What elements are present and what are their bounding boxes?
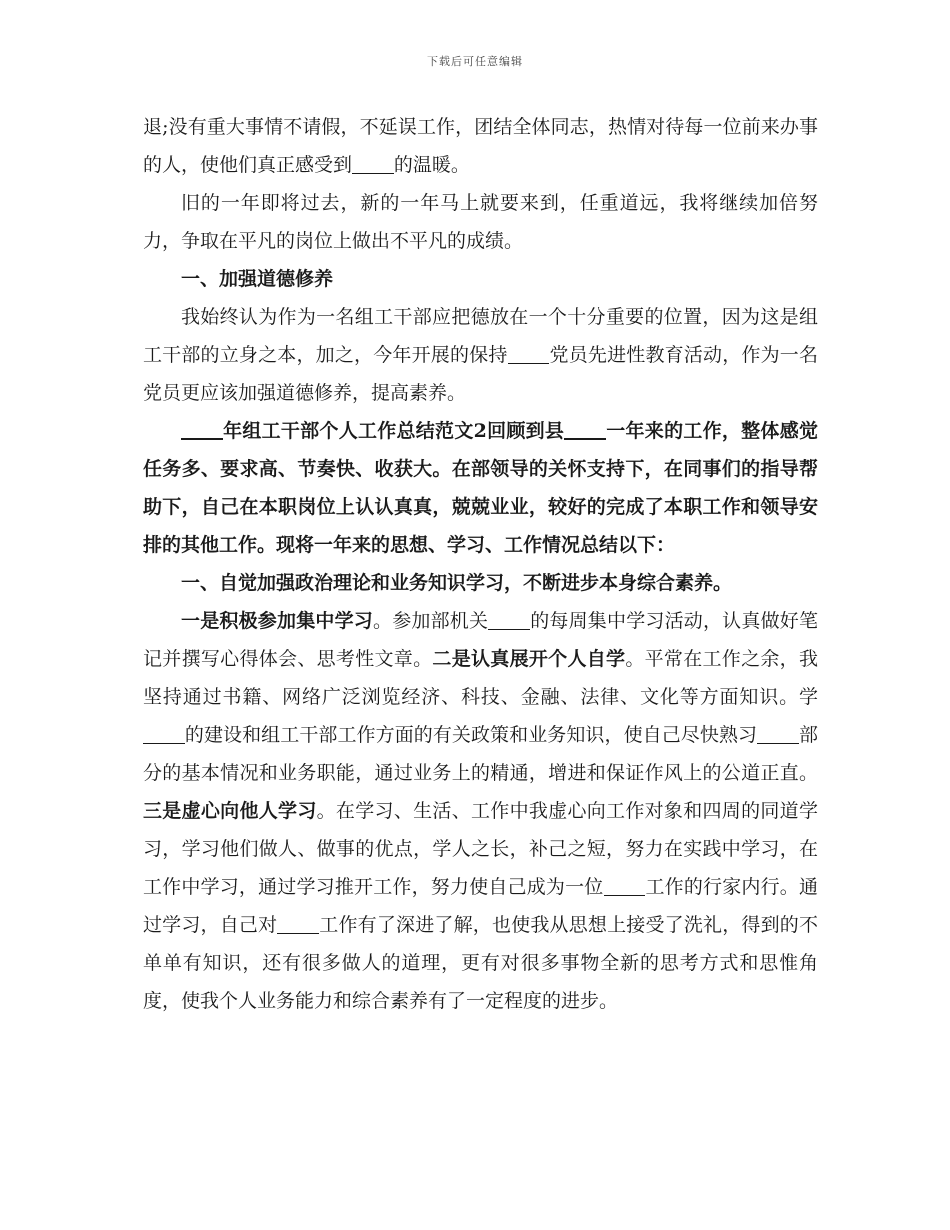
study-point-1: 一是积极参加集中学习: [181, 610, 373, 632]
fill-blank: [488, 610, 530, 630]
paragraph-5-text-5: 部分的基本情况和业务职能，通过业务上的精通，增进和保证作风上的公道正直。: [143, 724, 818, 784]
download-note: 下载后可任意编辑: [427, 55, 523, 68]
study-point-2: 二是认真展开个人自学: [432, 648, 626, 670]
paragraph-5-text-6: 。在学习、生活、工作中我虚心向工作对象和四周的同道学习，学习他们做人、做事的优点，学人之长，补己之短，努力在实践中学习，在工作中学习，通过学习推开工作，努力使自己成为一位: [143, 800, 818, 898]
paragraph-5-text-1: 。参加部机关: [373, 610, 489, 632]
paragraph-5-text-7: 工作的行家内行。通过学习，自己对: [143, 876, 818, 936]
study-point-3: 三是虚心向他人学习: [143, 800, 317, 822]
fill-blank: [757, 724, 799, 744]
paragraph-3-text-b: 党员先进性教育活动，作为一名党员更应该加强道德修养，提高素养。: [143, 344, 818, 404]
paragraph-5: [143, 602, 818, 1020]
paragraph-5-text-8: 工作有了深进了解，也使我从思想上接受了洗礼，得到的不单单有知识，还有很多做人的道理，更有对很多事物全新的思考方式和思惟角度，使我个人业务能力和综合素养有了一定程度的进步。: [143, 914, 818, 1012]
paragraph-5-text-4: 的建设和组工干部工作方面的有关政策和业务知识，使自己尽快熟习: [184, 724, 758, 746]
paragraph-3: [143, 298, 818, 412]
fill-blank: [277, 914, 319, 934]
paragraph-1-text-a: 退;没有重大事情不请假，不延误工作，团结全体同志，热情对待每一位前来办事的人，使他们真正感受到: [143, 116, 818, 176]
fill-blank: [564, 419, 606, 440]
section-heading-2: 一、自觉加强政治理论和业务知识学习，不断进步本身综合素养。: [181, 572, 733, 594]
paragraph-3-text-a: 我始终认为作为一名组工干部应把德放在一个十分重要的位置，因为这是组工干部的立身之本，加之，今年开展的保持: [143, 306, 818, 366]
section-heading-1: 一、加强道德修养: [181, 268, 334, 290]
paragraph-2: 旧的一年即将过去，新的一年马上就要来到，任重道远，我将继续加倍努力，争取在平凡的岗位上做出不平凡的成绩。: [143, 192, 818, 252]
fill-blank: [604, 876, 646, 896]
fill-blank: [508, 344, 550, 364]
paragraph-4: [143, 412, 818, 564]
document-body: [143, 108, 818, 1020]
paragraph-1: [143, 108, 818, 184]
paragraph-4-text-b: 一年来的工作，整体感觉任务多、要求高、节奏快、收获大。在部领导的关怀支持下，在同事们的指导帮助下，自己在本职岗位上认认真真，兢兢业业，较好的完成了本职工作和领导安排的其他工作。现将一年来的思想、学习、工作情况总结以下：: [143, 420, 818, 556]
fill-blank: [181, 419, 223, 440]
paragraph-5-text-3: 。平常在工作之余，我坚持通过书籍、网络广泛浏览经济、科技、金融、法律、文化等方面知识。学: [143, 648, 818, 708]
paragraph-1-text-b: 的温暖。: [393, 154, 470, 176]
fill-blank: [143, 724, 185, 744]
fill-blank: [352, 154, 394, 174]
paragraph-5-text-2: 的每周集中学习活动，认真做好笔记并撰写心得体会、思考性文章。: [143, 610, 818, 670]
paragraph-4-text-a: 年组工干部个人工作总结范文2回顾到县: [222, 420, 565, 442]
